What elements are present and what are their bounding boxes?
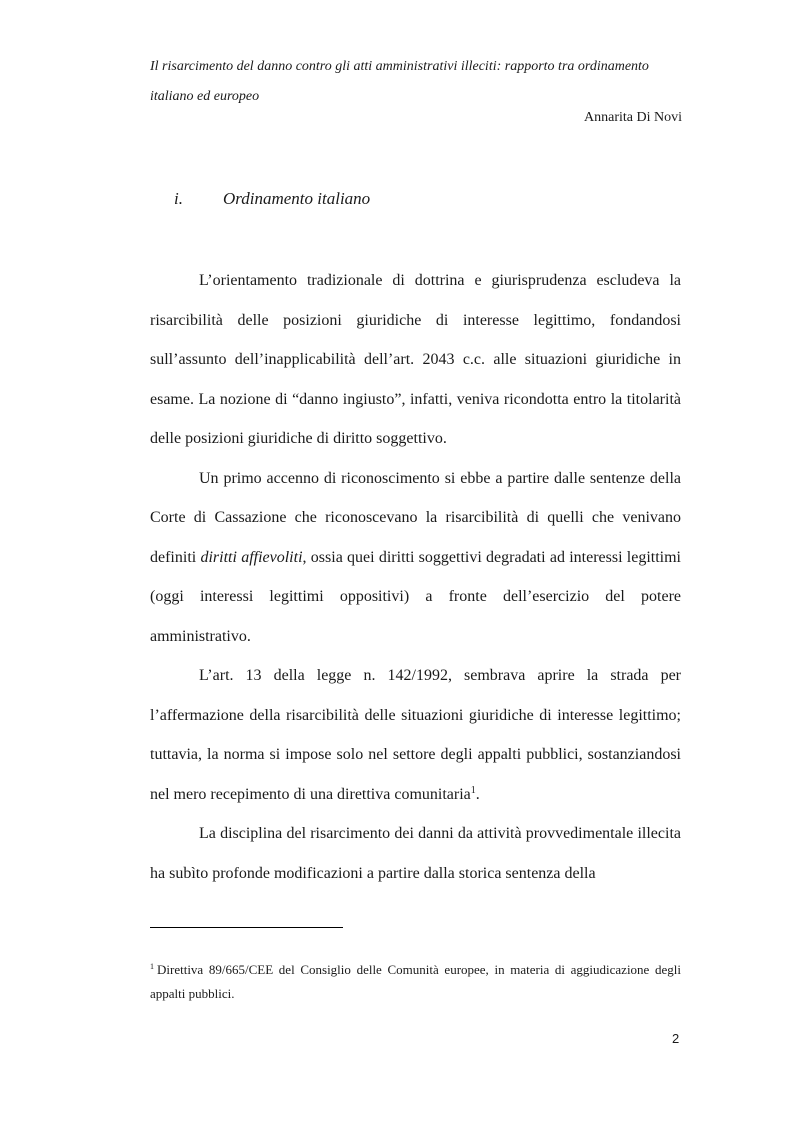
- running-header-title: Il risarcimento del danno contro gli atti amministrativi illeciti: rapporto tra ordinamento italiano ed europeo: [150, 59, 649, 104]
- paragraph-3-text: L’art. 13 della legge n. 142/1992, sembrava aprire la strada per l’affermazione della risarcibilità delle situazioni giuridiche di interesse legittimo; tuttavia, la norma si impose solo nel settore degli appalti pubblici, sostanziandosi nel mero recepimento di una direttiva comunitaria: [150, 667, 681, 803]
- paragraph-3-end: .: [475, 785, 480, 803]
- footnote-number: 1: [150, 962, 154, 971]
- footnote-separator: [150, 927, 343, 928]
- section-heading: [174, 186, 370, 212]
- paragraph-2-emphasis: diritti affievoliti: [200, 548, 303, 566]
- paragraph-2-text-b: , ossia quei diritti soggettivi degradati ad interessi legittimi (oggi interessi legittimi oppositivi) a fronte dell’esercizio del potere amministrativo.: [150, 548, 682, 645]
- body-text: [150, 261, 681, 893]
- paragraph-4: La disciplina del risarcimento dei danni da attività provvedimentale illecita ha subìto profonde modificazioni a partire dalla storica sentenza della: [150, 825, 681, 882]
- section-title: Ordinamento italiano: [223, 189, 371, 208]
- paragraph-2: [150, 459, 681, 657]
- page-number: 2: [672, 1031, 680, 1046]
- footnote-text: Direttiva 89/665/CEE del Consiglio delle Comunità europee, in materia di aggiudicazione degli appalti pubblici.: [150, 962, 681, 1001]
- paragraph-3: [150, 656, 681, 814]
- running-header-author: Annarita Di Novi: [584, 110, 682, 125]
- paragraph-1: L’orientamento tradizionale di dottrina e giurisprudenza escludeva la risarcibilità delle posizioni giuridiche di interesse legittimo, fondandosi sull’assunto dell’inapplicabilità dell’art. 2043 c.c. alle situazioni giuridiche in esame. La nozione di “danno ingiusto”, infatti, veniva ricondotta entro la titolarità delle posizioni giuridiche di diritto soggettivo.: [150, 272, 681, 447]
- footnote: [150, 958, 681, 1006]
- section-number: i.: [174, 189, 183, 208]
- footnote-reference[interactable]: 1: [470, 784, 476, 796]
- paragraph-2-text-a: Un primo accenno di riconoscimento si ebbe a partire dalle sentenze della Corte di Cassazione che riconoscevano la risarcibilità di quelli che venivano definiti: [150, 469, 681, 566]
